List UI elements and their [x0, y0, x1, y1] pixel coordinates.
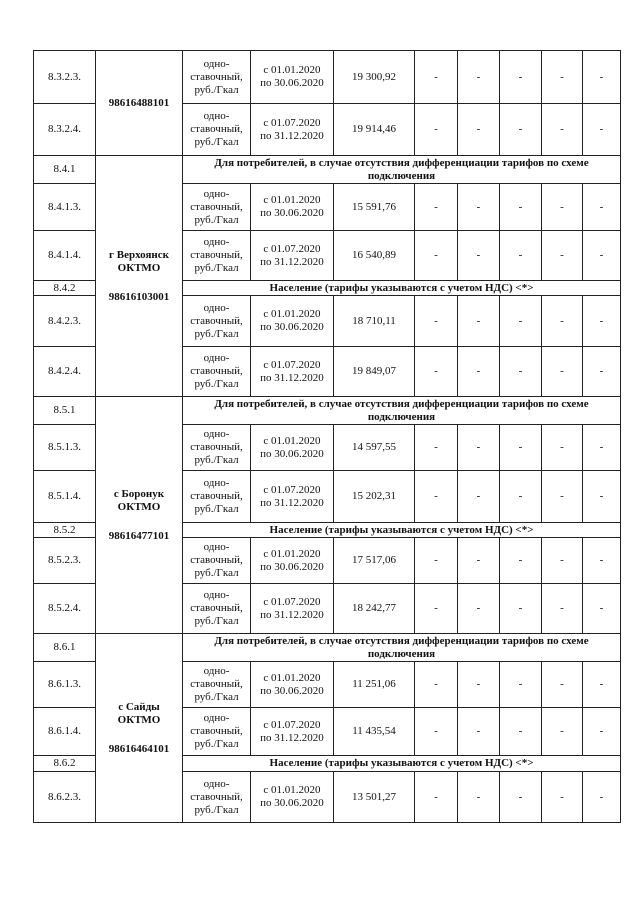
- empty-dash-cell: -: [542, 51, 583, 104]
- empty-dash-cell: -: [415, 708, 458, 756]
- empty-dash-cell: -: [542, 471, 583, 523]
- empty-dash-cell: -: [500, 584, 542, 634]
- empty-dash-cell: -: [458, 584, 500, 634]
- empty-dash-cell: -: [458, 662, 500, 708]
- period-to: по 31.12.2020: [260, 255, 324, 268]
- tariff-kind-line: ставочный,: [190, 70, 243, 83]
- empty-dash-cell: -: [458, 231, 500, 281]
- tariff-table-body: [34, 51, 621, 823]
- tariff-kind-line: одно-: [203, 541, 230, 553]
- tariff-kind: [183, 772, 251, 823]
- locality-cell: [96, 397, 183, 634]
- period-from: с 01.07.2020: [263, 242, 321, 255]
- tariff-kind-line: одно-: [203, 110, 230, 122]
- row-number: 8.4.2: [34, 281, 96, 296]
- row-number: 8.6.1.4.: [34, 708, 96, 756]
- oktmo-label: ОКТМО: [117, 500, 161, 513]
- oktmo-code: 98616464101: [108, 742, 170, 755]
- tariff-kind-line: одно-: [203, 57, 230, 70]
- empty-dash-cell: -: [415, 231, 458, 281]
- tariff-value: 17 517,06: [334, 538, 415, 584]
- tariff-kind: [183, 538, 251, 584]
- population-header: Население (тарифы указываются с учетом НДС) <*>: [183, 756, 621, 772]
- empty-dash-cell: -: [542, 184, 583, 231]
- empty-dash-cell: -: [500, 347, 542, 397]
- empty-dash-cell: -: [415, 104, 458, 156]
- tariff-kind-line: руб./Гкал: [194, 803, 239, 816]
- oktmo-label: ОКТМО: [117, 261, 161, 274]
- empty-dash-cell: -: [500, 296, 542, 347]
- oktmo-code: 98616477101: [108, 529, 170, 542]
- row-number: 8.4.2.4.: [34, 347, 96, 397]
- locality-cell: [96, 634, 183, 823]
- tariff-kind-line: одно-: [203, 712, 230, 724]
- empty-dash-cell: -: [542, 104, 583, 156]
- row-number: 8.5.1: [34, 397, 96, 425]
- tariff-table: [33, 50, 621, 823]
- period-cell: [251, 296, 334, 347]
- tariff-kind-line: ставочный,: [190, 602, 243, 614]
- empty-dash-cell: -: [542, 662, 583, 708]
- tariff-kind: [183, 184, 251, 231]
- empty-dash-cell: -: [583, 51, 621, 104]
- row-number: 8.6.2: [34, 756, 96, 772]
- tariff-kind-line: одно-: [203, 301, 230, 314]
- consumers-header: Для потребителей, в случае отсутствия дифференциации тарифов по схеме подключения: [183, 156, 621, 184]
- oktmo-code: 98616488101: [108, 96, 170, 109]
- tariff-kind-line: ставочный,: [190, 441, 243, 453]
- tariff-value: 16 540,89: [334, 231, 415, 281]
- empty-dash-cell: -: [415, 184, 458, 231]
- locality-cell: [96, 51, 183, 156]
- period-from: с 01.01.2020: [263, 194, 321, 206]
- empty-dash-cell: -: [415, 296, 458, 347]
- tariff-value: 19 300,92: [334, 51, 415, 104]
- period-from: с 01.01.2020: [263, 784, 321, 796]
- tariff-value: 19 849,07: [334, 347, 415, 397]
- empty-dash-cell: -: [458, 425, 500, 471]
- tariff-kind-line: одно-: [203, 477, 230, 489]
- period-to: по 31.12.2020: [260, 731, 324, 744]
- period-cell: [251, 51, 334, 104]
- tariff-kind-line: одно-: [203, 428, 230, 440]
- period-to: по 30.06.2020: [260, 447, 324, 460]
- period-cell: [251, 231, 334, 281]
- period-to: по 30.06.2020: [260, 560, 324, 573]
- period-cell: [251, 184, 334, 231]
- row-number: 8.4.2.3.: [34, 296, 96, 347]
- empty-dash-cell: -: [583, 231, 621, 281]
- empty-dash-cell: -: [500, 51, 542, 104]
- tariff-kind-line: одно-: [203, 352, 230, 364]
- tariff-kind: [183, 51, 251, 104]
- tariff-kind-line: ставочный,: [190, 249, 243, 261]
- empty-dash-cell: -: [583, 184, 621, 231]
- empty-dash-cell: -: [583, 104, 621, 156]
- tariff-value: 18 710,11: [334, 296, 415, 347]
- period-from: с 01.07.2020: [263, 358, 321, 371]
- tariff-kind-line: руб./Гкал: [194, 378, 239, 390]
- tariff-kind-line: ставочный,: [190, 200, 243, 213]
- tariff-kind: [183, 471, 251, 523]
- oktmo-gap: [98, 275, 180, 291]
- empty-dash-cell: -: [458, 538, 500, 584]
- period-cell: [251, 104, 334, 156]
- period-to: по 31.12.2020: [260, 496, 324, 509]
- locality-name: с Сайды: [118, 700, 160, 713]
- row-number: 8.6.1: [34, 634, 96, 662]
- empty-dash-cell: -: [458, 296, 500, 347]
- empty-dash-cell: -: [542, 296, 583, 347]
- tariff-kind: [183, 708, 251, 756]
- tariff-kind-line: ставочный,: [190, 314, 243, 327]
- tariff-kind-line: ставочный,: [190, 365, 243, 377]
- tariff-value: 15 591,76: [334, 184, 415, 231]
- tariff-value: 18 242,77: [334, 584, 415, 634]
- period-to: по 31.12.2020: [260, 129, 324, 142]
- empty-dash-cell: -: [542, 772, 583, 823]
- period-cell: [251, 708, 334, 756]
- empty-dash-cell: -: [542, 584, 583, 634]
- empty-dash-cell: -: [500, 184, 542, 231]
- period-cell: [251, 425, 334, 471]
- empty-dash-cell: -: [500, 425, 542, 471]
- period-to: по 31.12.2020: [260, 371, 324, 384]
- empty-dash-cell: -: [542, 347, 583, 397]
- table-row: [34, 51, 621, 104]
- row-number: 8.6.2.3.: [34, 772, 96, 823]
- tariff-kind-line: одно-: [203, 777, 230, 790]
- tariff-kind: [183, 662, 251, 708]
- empty-dash-cell: -: [500, 231, 542, 281]
- row-number: 8.5.2.3.: [34, 538, 96, 584]
- tariff-value: 11 251,06: [334, 662, 415, 708]
- period-cell: [251, 347, 334, 397]
- oktmo-gap: [98, 727, 180, 743]
- period-from: с 01.07.2020: [263, 116, 321, 129]
- tariff-value: 19 914,46: [334, 104, 415, 156]
- period-to: по 30.06.2020: [260, 684, 324, 697]
- tariff-kind-line: одно-: [203, 236, 230, 248]
- empty-dash-cell: -: [542, 708, 583, 756]
- tariff-kind-line: ставочный,: [190, 725, 243, 737]
- empty-dash-cell: -: [415, 425, 458, 471]
- tariff-kind-line: руб./Гкал: [194, 454, 239, 466]
- population-header: Население (тарифы указываются с учетом НДС) <*>: [183, 523, 621, 538]
- empty-dash-cell: -: [458, 104, 500, 156]
- row-number: 8.5.2.4.: [34, 584, 96, 634]
- empty-dash-cell: -: [500, 471, 542, 523]
- empty-dash-cell: -: [500, 772, 542, 823]
- tariff-kind-line: руб./Гкал: [194, 503, 239, 515]
- row-number: 8.5.1.4.: [34, 471, 96, 523]
- oktmo-code: 98616103001: [108, 290, 170, 303]
- period-from: с 01.01.2020: [263, 434, 321, 447]
- consumers-header: Для потребителей, в случае отсутствия дифференциации тарифов по схеме подключения: [183, 397, 621, 425]
- tariff-value: 13 501,27: [334, 772, 415, 823]
- oktmo-gap: [98, 514, 180, 530]
- empty-dash-cell: -: [458, 184, 500, 231]
- oktmo-label: ОКТМО: [117, 713, 161, 726]
- empty-dash-cell: -: [415, 662, 458, 708]
- empty-dash-cell: -: [458, 471, 500, 523]
- tariff-kind-line: ставочный,: [190, 678, 243, 690]
- tariff-kind-line: руб./Гкал: [194, 213, 239, 226]
- tariff-kind-line: одно-: [203, 665, 230, 677]
- period-from: с 01.07.2020: [263, 718, 321, 731]
- row-number: 8.3.2.4.: [34, 104, 96, 156]
- locality-name: с Боронук: [113, 487, 165, 500]
- tariff-kind: [183, 231, 251, 281]
- empty-dash-cell: -: [583, 296, 621, 347]
- period-from: с 01.01.2020: [263, 547, 321, 560]
- period-to: по 30.06.2020: [260, 207, 324, 219]
- tariff-kind-line: ставочный,: [190, 490, 243, 502]
- empty-dash-cell: -: [415, 584, 458, 634]
- period-from: с 01.01.2020: [263, 671, 321, 684]
- row-number: 8.5.1.3.: [34, 425, 96, 471]
- period-cell: [251, 538, 334, 584]
- empty-dash-cell: -: [458, 51, 500, 104]
- empty-dash-cell: -: [542, 231, 583, 281]
- empty-dash-cell: -: [583, 772, 621, 823]
- period-cell: [251, 471, 334, 523]
- empty-dash-cell: -: [583, 584, 621, 634]
- empty-dash-cell: -: [458, 772, 500, 823]
- empty-dash-cell: -: [500, 538, 542, 584]
- period-to: по 30.06.2020: [260, 77, 324, 89]
- empty-dash-cell: -: [415, 538, 458, 584]
- tariff-kind-line: руб./Гкал: [194, 327, 239, 340]
- row-number: 8.6.1.3.: [34, 662, 96, 708]
- tariff-value: 14 597,55: [334, 425, 415, 471]
- empty-dash-cell: -: [415, 51, 458, 104]
- row-number: 8.3.2.3.: [34, 51, 96, 104]
- tariff-kind-line: руб./Гкал: [194, 567, 239, 579]
- tariff-kind-line: руб./Гкал: [194, 262, 239, 274]
- tariff-kind: [183, 425, 251, 471]
- tariff-kind: [183, 347, 251, 397]
- tariff-kind-line: руб./Гкал: [194, 615, 239, 627]
- tariff-kind: [183, 584, 251, 634]
- locality-name: г Верхоянск: [109, 248, 169, 261]
- empty-dash-cell: -: [542, 425, 583, 471]
- empty-dash-cell: -: [415, 471, 458, 523]
- period-from: с 01.07.2020: [263, 595, 321, 608]
- period-to: по 30.06.2020: [260, 321, 324, 333]
- row-number: 8.4.1: [34, 156, 96, 184]
- tariff-kind-line: ставочный,: [190, 790, 243, 803]
- tariff-value: 11 435,54: [334, 708, 415, 756]
- tariff-kind-line: руб./Гкал: [194, 136, 239, 148]
- row-number: 8.4.1.4.: [34, 231, 96, 281]
- section-header-row: [34, 397, 621, 425]
- empty-dash-cell: -: [583, 425, 621, 471]
- row-number: 8.5.2: [34, 523, 96, 538]
- empty-dash-cell: -: [458, 347, 500, 397]
- tariff-kind: [183, 296, 251, 347]
- period-cell: [251, 772, 334, 823]
- period-to: по 31.12.2020: [260, 608, 324, 621]
- empty-dash-cell: -: [500, 662, 542, 708]
- consumers-header: Для потребителей, в случае отсутствия дифференциации тарифов по схеме подключения: [183, 634, 621, 662]
- tariff-kind-line: руб./Гкал: [194, 83, 239, 96]
- empty-dash-cell: -: [583, 708, 621, 756]
- period-from: с 01.01.2020: [263, 308, 321, 320]
- tariff-kind-line: ставочный,: [190, 554, 243, 566]
- empty-dash-cell: -: [583, 662, 621, 708]
- empty-dash-cell: -: [542, 538, 583, 584]
- tariff-kind-line: руб./Гкал: [194, 691, 239, 703]
- section-header-row: [34, 634, 621, 662]
- period-cell: [251, 584, 334, 634]
- tariff-kind-line: одно-: [203, 589, 230, 601]
- period-to: по 30.06.2020: [260, 797, 324, 809]
- empty-dash-cell: -: [415, 347, 458, 397]
- period-from: с 01.01.2020: [263, 64, 321, 76]
- empty-dash-cell: -: [415, 772, 458, 823]
- period-cell: [251, 662, 334, 708]
- empty-dash-cell: -: [500, 104, 542, 156]
- section-header-row: [34, 156, 621, 184]
- empty-dash-cell: -: [458, 708, 500, 756]
- period-from: с 01.07.2020: [263, 483, 321, 496]
- tariff-kind-line: руб./Гкал: [194, 738, 239, 750]
- tariff-kind: [183, 104, 251, 156]
- empty-dash-cell: -: [583, 538, 621, 584]
- empty-dash-cell: -: [500, 708, 542, 756]
- tariff-kind-line: одно-: [203, 187, 230, 200]
- locality-cell: [96, 156, 183, 397]
- row-number: 8.4.1.3.: [34, 184, 96, 231]
- tariff-value: 15 202,31: [334, 471, 415, 523]
- empty-dash-cell: -: [583, 347, 621, 397]
- empty-dash-cell: -: [583, 471, 621, 523]
- tariff-kind-line: ставочный,: [190, 123, 243, 135]
- population-header: Население (тарифы указываются с учетом НДС) <*>: [183, 281, 621, 296]
